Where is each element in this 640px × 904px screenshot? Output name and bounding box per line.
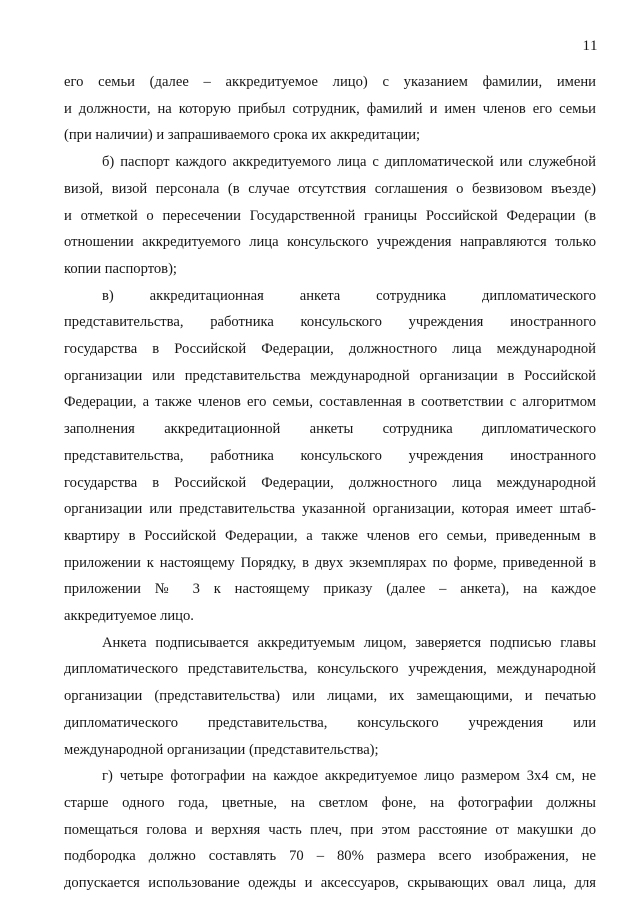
text-line: Анкета подписывается аккредитуемым лицом, заверяется подписью главы (102, 634, 596, 651)
text-line: аккредитуемое лицо. (64, 608, 194, 625)
text-line: его семьи (далее – аккредитуемое лицо) с указанием фамилии, имени (64, 74, 596, 90)
text-line: квартиру в Российской Федерации, а также членов его семьи, приведенным в (64, 527, 596, 544)
text-line: дипломатического представительства, консульского учреждения или (64, 714, 596, 731)
text-line: дипломатического представительства, консульского учреждения, международной (64, 661, 596, 678)
text-line: допускается использование одежды и аксессуаров, скрывающих овал лица, для (64, 875, 596, 892)
text-line: организации или представительства международной организации в Российской (64, 367, 596, 384)
text-line: государства в Российской Федерации, должностного лица международной (64, 474, 596, 491)
text-line: представительства, работника консульского учреждения иностранного (64, 314, 596, 331)
page-number: 11 (582, 38, 598, 54)
text-line: (при наличии) и запрашиваемого срока их аккредитации; (64, 127, 421, 144)
text-line: б) паспорт каждого аккредитуемого лица с дипломатической или служебной (102, 154, 596, 171)
text-line: отношении аккредитуемого лица консульского учреждения направляются только (64, 234, 596, 251)
text-line: старше одного года, цветные, на светлом фоне, на фотографии должны (64, 794, 596, 811)
body-text (64, 69, 596, 897)
text-line: помещаться голова и верхняя часть плеч, при этом расстояние от макушки до (64, 821, 596, 838)
text-line: в) аккредитационная анкета сотрудника дипломатического (102, 287, 596, 304)
text-line: организации (представительства) или лицами, их замещающими, и печатью (64, 688, 596, 705)
text-line: представительства, работника консульского учреждения иностранного (64, 447, 596, 464)
text-line: государства в Российской Федерации, должностного лица международной (64, 341, 596, 358)
text-line: приложении к настоящему Порядку, в двух экземплярах по форме, приведенной в (64, 554, 596, 571)
text-line: и отметкой о пересечении Государственной границы Российской Федерации (в (64, 207, 596, 224)
text-line: подбородка должно составлять 70 – 80% размера всего изображения, не (64, 848, 596, 865)
text-line: заполнения аккредитационной анкеты сотрудника дипломатического (64, 421, 596, 438)
text-line: организации или представительства указанной организации, которая имеет штаб- (64, 501, 596, 518)
text-line: Федерации, а также членов его семьи, составленная в соответствии с алгоритмом (64, 394, 596, 411)
text-line: и должности, на которую прибыл сотрудник, фамилий и имен членов его семьи (64, 100, 596, 117)
text-line: визой, визой персонала (в случае отсутствия соглашения о безвизовом въезде) (64, 180, 596, 197)
text-line: приложении № 3 к настоящему приказу (далее – анкета), на каждое (64, 581, 596, 598)
text-line: копии паспортов); (64, 260, 177, 277)
text-line: г) четыре фотографии на каждое аккредитуемое лицо размером 3х4 см, не (102, 768, 596, 785)
text-line: международной организации (представительства); (64, 741, 379, 758)
